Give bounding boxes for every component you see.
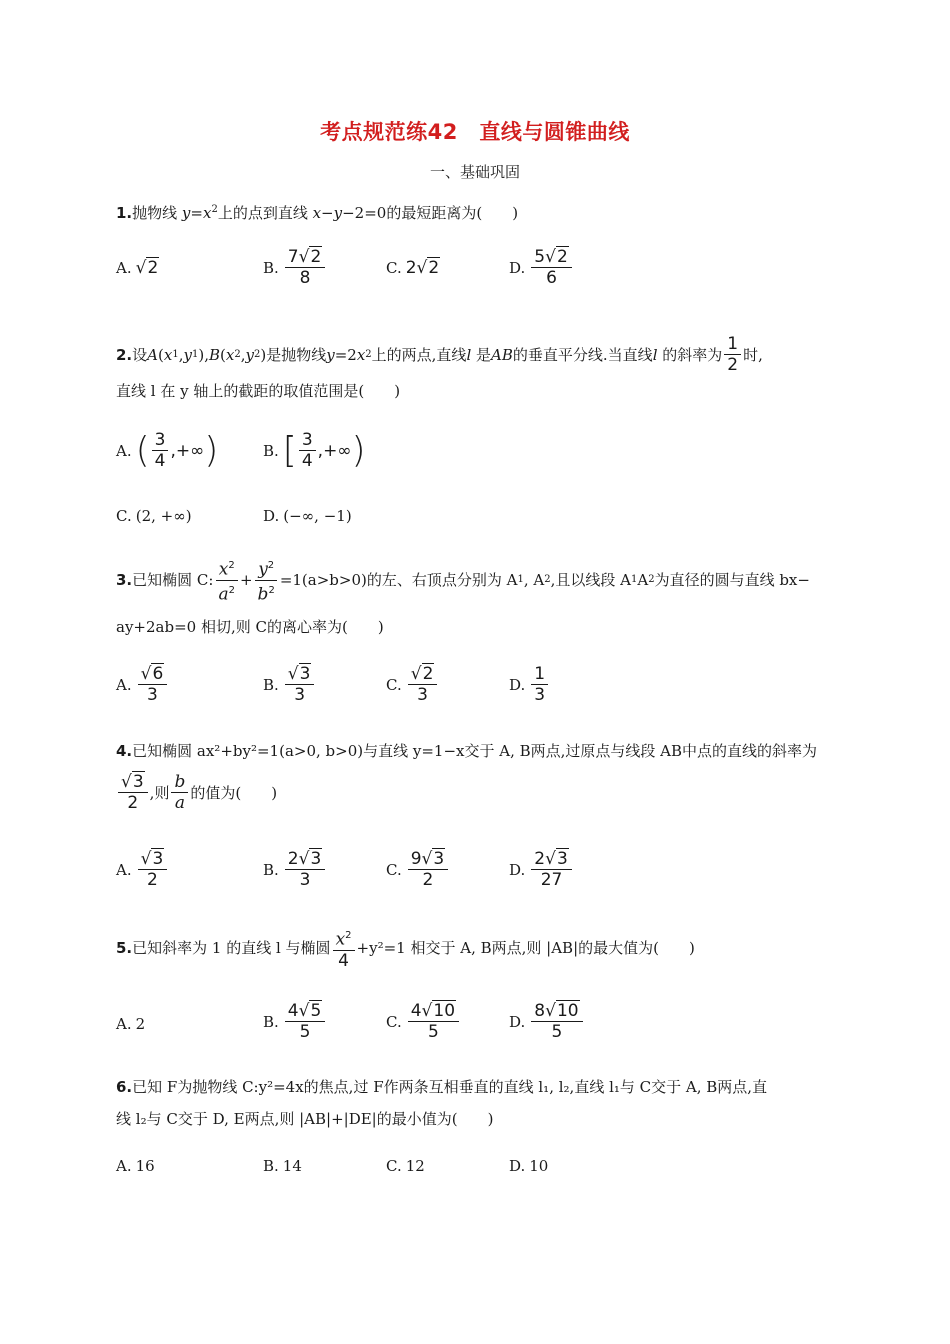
option-c[interactable]: C. 12 — [386, 1157, 425, 1175]
option-c[interactable]: C. $\frac{√2}{3}$ — [386, 664, 439, 705]
question-3-line-2: ay+2ab=0 相切,则 C的离心率为( ) — [116, 618, 384, 636]
question-3: 3. 已知椭圆 C: $\frac{x^2}{a^2}$ + $\frac{y^2}{b^2}$ =1(a>b>0)的左、右顶点分别为 A 1 , A 2 ,且以线段 A 1 A 2 为直径的圆与直线 bx− — [116, 556, 810, 604]
question-number: 1. — [116, 204, 133, 222]
option-b[interactable]: B. $\frac{4√5}{5}$ — [263, 1001, 327, 1042]
question-4-line-2: $\frac{√3}{2}$ ,则 $\frac{b}{a}$ 的值为( ) — [116, 772, 277, 813]
section-heading: 一、基础巩固 — [429, 163, 520, 181]
option-c[interactable]: C. 2√2 — [386, 258, 440, 278]
page-title: 考点规范练42 直线与圆锥曲线 — [320, 120, 630, 144]
option-d[interactable]: D. 10 — [509, 1157, 549, 1175]
option-d[interactable]: D. $\frac{8√10}{5}$ — [509, 1001, 585, 1042]
option-c[interactable]: C. (2, +∞) — [116, 507, 192, 525]
option-a[interactable]: A. √2 — [116, 258, 159, 278]
question-2: 2. 设 A ( x 1 , y 1 ), B ( x 2 , y 2 ) 是抛物线 y= 2 x 2 上的两点,直线 l 是 AB 的垂直平分线.当直线 l 的斜率为 $\frac{1}{2}$ 时, — [116, 334, 763, 375]
option-b[interactable]: B. [ $\frac{3}{4}$ ,+∞ ) — [263, 429, 366, 471]
option-a[interactable]: A. ( $\frac{3}{4}$ ,+∞ ) — [116, 429, 219, 471]
option-a[interactable]: A. $\frac{√3}{2}$ — [116, 849, 169, 890]
option-c[interactable]: C. $\frac{4√10}{5}$ — [386, 1001, 461, 1042]
option-b[interactable]: B. $\frac{2√3}{3}$ — [263, 849, 327, 890]
option-d[interactable]: D. $\frac{2√3}{27}$ — [509, 849, 574, 890]
option-a[interactable]: A. $\frac{√6}{3}$ — [116, 664, 169, 705]
question-6-line-2: 线 l₂与 C交于 D, E两点,则 |AB|+|DE|的最小值为( ) — [116, 1110, 494, 1128]
option-d[interactable]: D. (−∞, −1) — [263, 507, 352, 525]
question-1: 1.抛物线 $y=x^2$上的点到直线 x−y−2=0的最短距离为( ) — [116, 204, 519, 222]
option-b[interactable]: B. $\frac{7√2}{8}$ — [263, 247, 327, 288]
option-a[interactable]: A. 16 — [116, 1157, 155, 1175]
option-d[interactable]: D. $\frac{5√2}{6}$ — [509, 247, 574, 288]
question-2-line-2: 直线 l 在 y 轴上的截距的取值范围是( ) — [116, 382, 401, 400]
question-5: 5. 已知斜率为 1 的直线 l 与椭圆 $\frac{x^2}{4}$ +y²=1 相交于 A, B两点,则 |AB|的最大值为( ) — [116, 926, 695, 971]
option-a[interactable]: A. 2 — [116, 1015, 146, 1033]
option-d[interactable]: D. $\frac{1}{3}$ — [509, 664, 550, 705]
option-c[interactable]: C. $\frac{9√3}{2}$ — [386, 849, 450, 890]
question-6: 6.已知 F为抛物线 C:y²=4x的焦点,过 F作两条互相垂直的直线 l₁, l₂,直线 l₁与 C交于 A, B两点,直 — [116, 1078, 768, 1096]
question-4: 4.已知椭圆 ax²+by²=1(a>0, b>0)与直线 y=1−x交于 A, B两点,过原点与线段 AB中点的直线的斜率为 — [116, 742, 818, 760]
option-b[interactable]: B. 14 — [263, 1157, 302, 1175]
option-b[interactable]: B. $\frac{√3}{3}$ — [263, 664, 316, 705]
